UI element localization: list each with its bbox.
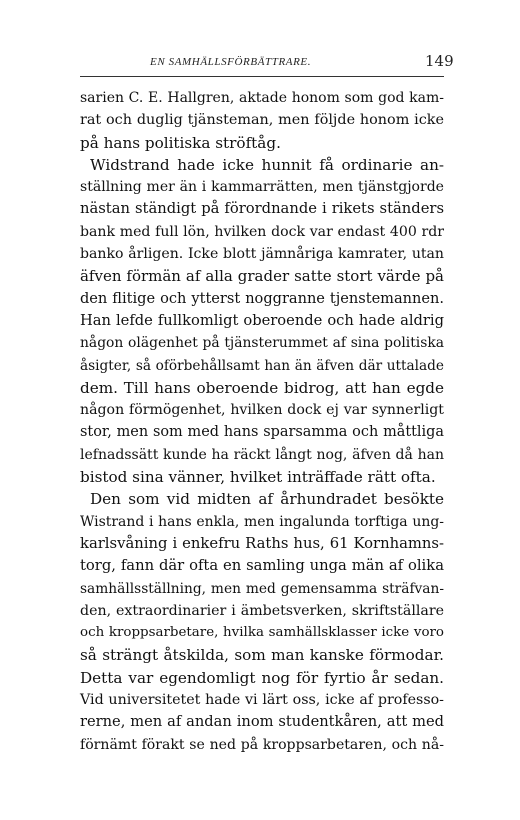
text-line: banko årligen. Icke blott jämnåriga kamrater, utan: [80, 246, 444, 263]
text-line: nästan ständigt på förordnande i rikets ständers: [80, 200, 444, 218]
text-line: någon olägenhet på tjänsterummet af sina politiska: [80, 335, 444, 352]
text-line: på hans politiska ströftåg.: [80, 133, 281, 152]
text-line: sarien C. E. Hallgren, aktade honom som god kam-: [80, 90, 444, 106]
text-line: karlsvåning i enkefru Raths hus, 61 Kornhamns-: [80, 534, 444, 552]
page-number: 149: [425, 52, 454, 70]
text-line: så strängt åtskilda, som man kanske förmodar.: [80, 646, 444, 665]
text-line: samhällsställning, men med gemensamma sträfvan-: [80, 580, 444, 597]
text-line: stor, men som med hans sparsamma och måttliga: [80, 424, 444, 441]
text-line: någon förmögenhet, hvilken dock ej var synnerligt: [80, 402, 444, 419]
text-line: bank med full lön, hvilken dock var endast 400 rdr: [80, 223, 444, 240]
text-line: rerne, men af andan inom studentkåren, att med: [80, 713, 444, 731]
text-line: lefnadssätt kunde ha räckt långt nog, äfven då han: [80, 446, 444, 463]
text-line: ställning mer än i kammarrätten, men tjänstgjorde: [80, 179, 444, 196]
text-line: äfven förmän af alla grader satte stort värde på: [80, 267, 444, 286]
text-line: Vid universitetet hade vi lärt oss, icke af professo-: [80, 692, 444, 709]
text-line: Den som vid midten af århundradet besökte: [90, 490, 444, 509]
text-line: åsigter, så oförbehållsamt han än äfven där uttalade: [80, 357, 444, 374]
text-line: Han lefde fullkomligt oberoende och hade aldrig: [80, 311, 444, 329]
text-line: bistod sina vänner, hvilket inträffade rätt ofta.: [80, 468, 436, 487]
text-line: rat och duglig tjänsteman, men följde honom icke: [80, 112, 444, 129]
text-line: Wistrand i hans enkla, men ingalunda torftiga ung-: [80, 513, 444, 530]
text-line: den flitige och ytterst noggranne tjenstemannen.: [80, 289, 444, 307]
text-line: torg, fann där ofta en samling unga män af olika: [80, 557, 444, 575]
text-line: den, extraordinarier i ämbetsverken, skriftställare: [80, 602, 444, 619]
running-title: EN SAMHÄLLSFÖRBÄTTRARE.: [150, 56, 312, 68]
text-line: Widstrand hade icke hunnit få ordinarie an-: [90, 155, 444, 174]
text-line: Detta var egendomligt nog för fyrtio år sedan.: [80, 668, 444, 687]
body-text: [80, 87, 444, 756]
text-line: dem. Till hans oberoende bidrog, att han egde: [80, 378, 444, 397]
text-line: förnämt förakt se ned på kroppsarbetaren, och nå-: [80, 736, 444, 753]
text-line: och kroppsarbetare, hvilka samhällsklasser icke voro: [80, 625, 444, 641]
header-rule: [80, 76, 444, 77]
